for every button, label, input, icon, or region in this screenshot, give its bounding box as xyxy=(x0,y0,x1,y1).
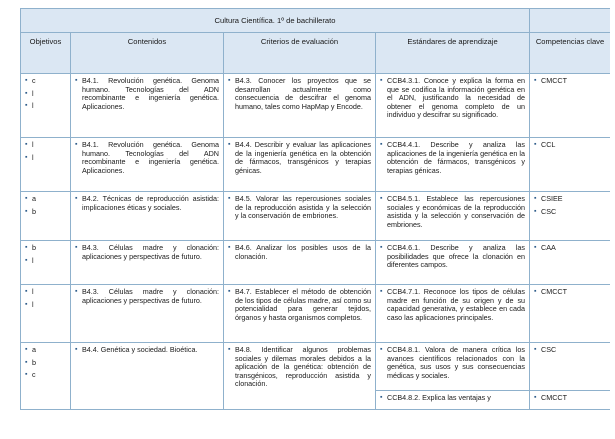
bullet-icon: ▪ xyxy=(380,288,383,295)
contenido-cell: ▪ B4.3. Células madre y clonación: aplicaciones y perspectivas de futuro. xyxy=(71,241,224,285)
bullet-icon: ▪ xyxy=(25,102,28,109)
table-row xyxy=(21,138,611,192)
header-contenidos: Contenidos xyxy=(71,33,224,74)
bullet-icon: ▪ xyxy=(25,89,28,97)
bullet-icon: ▪ xyxy=(534,77,537,84)
bullet-icon: ▪ xyxy=(228,195,231,202)
criterio-cell: ▪ B4.8. Identificar algunos problemas sociales y dilemas morales debidos a la aplicación de la genética: obtención de transgénicos, reproducción asistida y clonación. xyxy=(224,343,376,410)
bullet-icon: ▪ xyxy=(75,288,78,295)
bullet-icon: ▪ xyxy=(25,346,28,353)
curriculum-table xyxy=(20,8,610,410)
bullet-icon: ▪ xyxy=(534,394,537,401)
table-row xyxy=(21,285,611,343)
bullet-icon: ▪ xyxy=(75,195,78,202)
criterio-cell: ▪ B4.5. Valorar las repercusiones sociales de la reproducción asistida y la selección y la conservación de embriones. xyxy=(224,192,376,241)
bullet-icon: ▪ xyxy=(228,244,231,251)
contenido-cell: ▪ B4.2. Técnicas de reproducción asistida: implicaciones éticas y sociales. xyxy=(71,192,224,241)
contenido-cell: ▪ B4.1. Revolución genética. Genoma humano. Tecnologías del ADN recombinante e ingeniería genética. Aplicaciones. xyxy=(71,74,224,138)
bullet-icon: ▪ xyxy=(534,195,537,202)
table-title: Cultura Científica. 1º de bachillerato xyxy=(21,9,530,33)
bullet-icon: ▪ xyxy=(25,153,28,161)
bullet-icon: ▪ xyxy=(228,346,231,353)
objetivos-cell: ▪ l ▪ l xyxy=(21,138,71,192)
bullet-icon: ▪ xyxy=(228,141,231,148)
bullet-icon: ▪ xyxy=(25,244,28,251)
bullet-icon: ▪ xyxy=(25,358,28,366)
table-row xyxy=(21,74,611,138)
bullet-icon: ▪ xyxy=(25,195,28,202)
estandar-cell: ▪ CCB4.8.2. Explica las ventajas y xyxy=(376,391,530,410)
bullet-icon: ▪ xyxy=(534,207,537,215)
criterio-cell: ▪ B4.6. Analizar los posibles usos de la clonación. xyxy=(224,241,376,285)
estandar-cell: ▪ CCB4.6.1. Describe y analiza las posibilidades que ofrece la clonación en diferentes campos. xyxy=(376,241,530,285)
bullet-icon: ▪ xyxy=(534,141,537,148)
header-estandares: Estándares de aprendizaje xyxy=(376,33,530,74)
competencias-cell: ▪ CCL xyxy=(530,138,610,192)
bullet-icon: ▪ xyxy=(25,207,28,215)
bullet-icon: ▪ xyxy=(75,346,78,353)
objetivos-cell: ▪ b ▪ l xyxy=(21,241,71,285)
estandar-cell: ▪ CCB4.7.1. Reconoce los tipos de células madre en función de su origen y de su capacidad generativa, y establece en cada caso las aplicaciones principales. xyxy=(376,285,530,343)
bullet-icon: ▪ xyxy=(25,288,28,295)
criterio-cell: ▪ B4.4. Describir y evaluar las aplicaciones de la ingeniería genética en la obtención de fármacos, transgénicos y terapias génicas. xyxy=(224,138,376,192)
objetivos-cell: ▪ a ▪ b ▪ c xyxy=(21,343,71,410)
competencias-cell: ▪ CSIEE ▪ CSC xyxy=(530,192,610,241)
curriculum-table-page xyxy=(20,8,610,432)
estandar-cell: ▪ CCB4.4.1. Describe y analiza las aplicaciones de la ingeniería genética en la obtención de fármacos, transgénicos y terapias génicas. xyxy=(376,138,530,192)
contenido-cell: ▪ B4.4. Genética y sociedad. Bioética. xyxy=(71,343,224,410)
competencias-cell: ▪ CMCCT xyxy=(530,391,610,410)
bullet-icon: ▪ xyxy=(534,244,537,251)
bullet-icon: ▪ xyxy=(228,77,231,84)
contenido-cell: ▪ B4.3. Células madre y clonación: aplicaciones y perspectivas de futuro. xyxy=(71,285,224,343)
table-title-blank xyxy=(530,9,610,33)
table-row xyxy=(21,192,611,241)
objetivos-cell: ▪ l ▪ l xyxy=(21,285,71,343)
bullet-icon: ▪ xyxy=(25,300,28,308)
estandar-cell: ▪ CCB4.8.1. Valora de manera crítica los avances científicos relacionados con la genética, sus usos y sus consecuencias médicas y sociales. xyxy=(376,343,530,391)
bullet-icon: ▪ xyxy=(380,346,383,353)
estandar-cell: ▪ CCB4.5.1. Establece las repercusiones sociales y económicas de la reproducción asistida y la selección y conservación de embriones. xyxy=(376,192,530,241)
objetivos-cell: ▪ c ▪ l ▪ l xyxy=(21,74,71,138)
header-competencias: Competencias clave xyxy=(530,33,610,74)
criterio-cell: ▪ B4.7. Establecer el método de obtención de los tipos de células madre, así como su potencialidad para generar tejidos, órganos y hasta organismos completos. xyxy=(224,285,376,343)
bullet-icon: ▪ xyxy=(25,371,28,378)
competencias-cell: ▪ CSC xyxy=(530,343,610,391)
bullet-icon: ▪ xyxy=(75,141,78,148)
bullet-icon: ▪ xyxy=(25,256,28,264)
competencias-cell: ▪ CMCCT xyxy=(530,285,610,343)
bullet-icon: ▪ xyxy=(534,288,537,295)
header-criterios: Criterios de evaluación xyxy=(224,33,376,74)
bullet-icon: ▪ xyxy=(75,244,78,251)
competencias-cell: ▪ CMCCT xyxy=(530,74,610,138)
bullet-icon: ▪ xyxy=(534,346,537,353)
bullet-icon: ▪ xyxy=(380,141,383,148)
table-row xyxy=(21,241,611,285)
bullet-icon: ▪ xyxy=(380,394,383,401)
bullet-icon: ▪ xyxy=(380,244,383,251)
estandar-cell: ▪ CCB4.3.1. Conoce y explica la forma en que se codifica la información genética en el ADN, justificando la necesidad de obtener el genoma completo de un individuo y descifrar su significado. xyxy=(376,74,530,138)
bullet-icon: ▪ xyxy=(25,141,28,148)
criterio-cell: ▪ B4.3. Conocer los proyectos que se desarrollan actualmente como consecuencia de descifrar el genoma humano, tales como HapMap y Encode. xyxy=(224,74,376,138)
objetivos-cell: ▪ a ▪ b xyxy=(21,192,71,241)
table-row xyxy=(21,343,611,391)
header-objetivos: Objetivos xyxy=(21,33,71,74)
bullet-icon: ▪ xyxy=(75,77,78,84)
bullet-icon: ▪ xyxy=(380,195,383,202)
bullet-icon: ▪ xyxy=(25,77,28,84)
bullet-icon: ▪ xyxy=(228,288,231,295)
contenido-cell: ▪ B4.1. Revolución genética. Genoma humano. Tecnologías del ADN recombinante e ingeniería genética. Aplicaciones. xyxy=(71,138,224,192)
bullet-icon: ▪ xyxy=(380,77,383,84)
competencias-cell: ▪ CAA xyxy=(530,241,610,285)
